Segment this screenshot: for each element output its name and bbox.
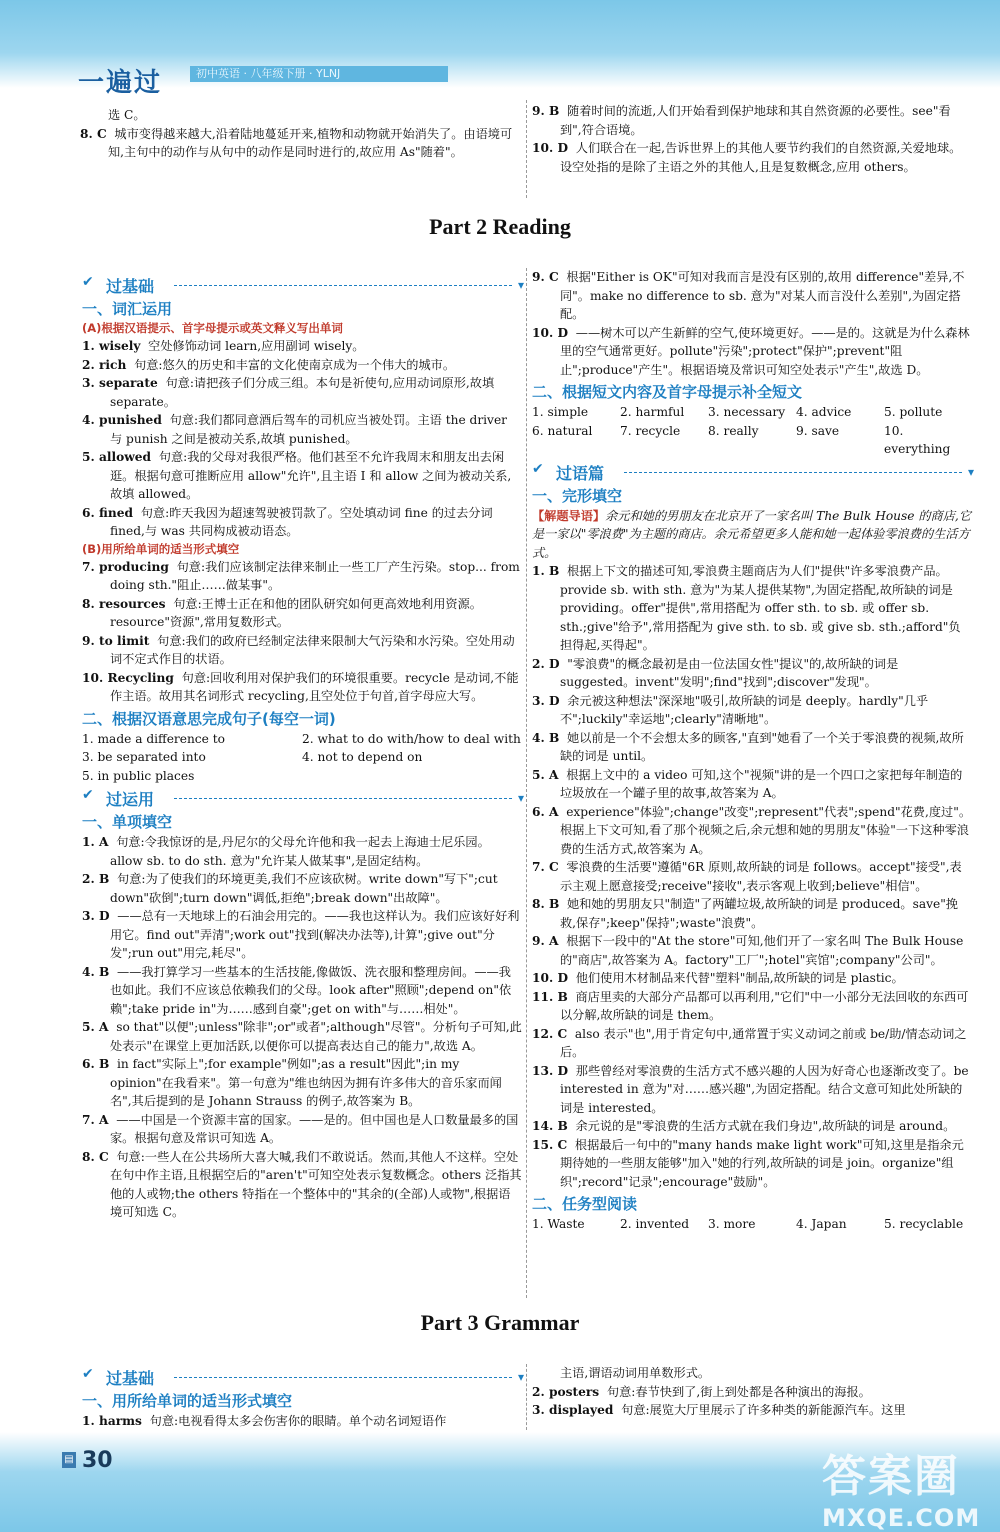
heading-fill-blanks: 一、用所给单词的适当形式填空 — [82, 1392, 293, 1410]
dashed-rule — [174, 285, 512, 286]
sentence-answers — [82, 730, 522, 786]
section-header-application — [82, 787, 522, 809]
heading-short-passage: 二、根据短文内容及首字母提示补全短文 — [532, 383, 803, 401]
section-label: ✔ 过基础 — [82, 1366, 154, 1389]
dashed-rule — [174, 1377, 512, 1378]
answer-item: 2. rich 句意:悠久的历史和丰富的文化使南京成为一个伟大的城市。 — [82, 357, 456, 372]
answer-item: 1. wisely 空处修饰动词 learn,应用副词 wisely。 — [82, 339, 365, 353]
answer-item: 3. D ——总有一天地球上的石油会用完的。——我也这样认为。我们应该好好利用它。find out"弄清";work out"找到(解决办法等),计算";give out"分发";run out"用完,耗尽"。 — [82, 909, 520, 960]
section-header-basics — [82, 1366, 522, 1388]
answer-item: 8. C 句意:一些人在公共场所大喜大喊,我们不敢说话。然而,其他人不这样。空处在句中作主语,且根据空后的"aren't"可知空处表示复数概念。others 泛指其他的人或物;the others 特指在一个整体中的"其余的(全部)人或物",根据语境可知选 C。 — [82, 1149, 522, 1219]
answer-item: 4. punished 句意:我们都同意酒后驾车的司机应当被处罚。主语 the driver 与 punish 之间是被动关系,故填 punished。 — [82, 413, 507, 446]
answer-item: 1. harms 句意:电视看得太多会伤害你的眼睛。单个动名词短语作 — [82, 1414, 447, 1428]
answer-item: 4. not to depend on — [302, 750, 423, 764]
short-passage-answers — [532, 403, 972, 459]
part2-left-column — [82, 272, 522, 1222]
answer-item: 4. advice — [796, 405, 852, 419]
answer-item: 10. D ——树木可以产生新鲜的空气,使环境更好。——是的。这就是为什么森林里的空气通常更好。pollute"污染";protect"保护";prevent"阻止";produce"产生"。根据语境及常识可知空处表示"产生",故选 D。 — [532, 325, 970, 377]
page-icon: ▤ — [62, 1452, 76, 1468]
answer-item: 1. Waste — [532, 1217, 585, 1231]
watermark-cn: 答案圈 — [822, 1451, 960, 1502]
section-label: ✔ 过运用 — [82, 787, 154, 810]
answer-item: 6. natural — [532, 423, 593, 438]
answer-item: 3. more — [708, 1217, 756, 1231]
answer-item: 15. C 根据最后一句中的"many hands make light work"可知,这里是指余元期待她的一些朋友能够"加入"她的行列,故所缺的词是 join。organize"组织";record"记录";encourage"鼓励"。 — [532, 1137, 964, 1189]
answer-item: 7. producing 句意:我们应该制定法律来制止一些工厂产生污染。stop... from doing sth."阻止……做某事"。 — [82, 559, 520, 592]
answer-item: 13. D 那些曾经对零浪费的生活方式不感兴趣的人因为好奇心也逐渐改变了。be interested in 意为"对……感兴趣",为固定搭配。结合文意可知此处所缺的词是 interested。 — [532, 1063, 969, 1115]
answer-item: 2. posters 句意:春节快到了,街上到处都是各种演出的海报。 — [532, 1384, 871, 1399]
answer-item: 5. pollute — [884, 405, 943, 419]
section-label: ✔ 过基础 — [82, 274, 154, 297]
answer-item: 9. to limit 句意:我们的政府已经制定法律来限制大气污染和水污染。空处用动词不定式作目的状语。 — [82, 633, 515, 666]
dashed-rule — [174, 798, 512, 799]
heading-cloze: 一、完形填空 — [532, 486, 623, 505]
answer-item: 2. harmful — [620, 405, 685, 419]
text-line: 主语,谓语动词用单数形式。 — [560, 1366, 711, 1380]
header-subtitle: 初中英语 · 八年级下册 · YLNJ — [190, 66, 448, 82]
answer-item: 1. made a difference to — [82, 731, 225, 746]
answer-item: 3. D 余元被这种想法"深深地"吸引,故所缺的词是 deeply。hardly"几乎不";luckily"幸运地";clearly"清晰地"。 — [532, 693, 929, 726]
answer-item: 1. A 句意:令我惊讶的是,丹尼尔的父母允许他和我一起去上海迪士尼乐园。allow sb. to do sth. 意为"允许某人做某事",是固定结构。 — [82, 835, 490, 868]
answer-item: 1. simple — [532, 405, 589, 419]
answer-item: 7. C 零浪费的生活要"遵循"6R 原则,故所缺的词是 follows。accept"接受",表示主观上愿意接受;receive"接收",表示客观上收到;believe"相信"。 — [532, 860, 962, 893]
answer-item: 5. A 根据上文中的 a video 可知,这个"视频"讲的是一个四口之家把每年制造的垃圾放在一个罐子里的故事,故答案为 A。 — [532, 767, 963, 800]
answer-item: 14. B 余元说的是"零浪费的生活方式就在我们身边",故所缺的词是 around。 — [532, 1119, 956, 1133]
subheading-a: (A)根据汉语提示、首字母提示或英文释义写出单词 — [82, 321, 343, 335]
answer-item: 3. be separated into — [82, 750, 206, 764]
watermark — [822, 1440, 992, 1532]
section-label: ✔ 过语篇 — [532, 461, 604, 484]
answer-item: 5. recyclable — [884, 1217, 964, 1231]
answer-item: 4. B ——我打算学习一些基本的生活技能,像做饭、洗衣服和整理房间。——我也如此。我们不应该总依赖我们的父母。look after"照顾";depend on"依赖";take pride in"为……感到自豪";get on with"与……相处"。 — [82, 964, 512, 1016]
top-right-column — [532, 102, 972, 176]
section-header-passage — [532, 461, 972, 483]
answer-item: 9. B 随着时间的流逝,人们开始看到保护地球和其自然资源的必要性。see"看到",符合语境。 — [532, 104, 951, 137]
answer-item: 3. necessary — [708, 405, 786, 419]
column-divider — [526, 1364, 527, 1430]
answer-item: 9. save — [796, 423, 840, 438]
column-divider — [526, 268, 527, 1298]
guide-text: 【解题导语】余元和她的男朋友在北京开了一家名叫 The Bulk House 的商店,它是一家以"零浪费"为主题的商店。余元希望更多人能和她一起体验零浪费的生活方式。 — [532, 508, 971, 560]
answer-item: 4. Japan — [796, 1217, 847, 1231]
answer-item: 10. everything — [884, 423, 951, 456]
heading-task-reading: 二、任务型阅读 — [532, 1195, 638, 1213]
answer-item: 8. really — [708, 423, 759, 438]
answer-item: 8. B 她和她的男朋友只"制造"了两罐垃圾,故所缺的词是 produced。save"挽救,保存";keep"保持";waste"浪费"。 — [532, 897, 958, 930]
answer-item: 6. B in fact"实际上";for example"例如";as a result"因此";in my opinion"在我看来"。第一句意为"维也纳因为拥有许多伟大的音乐家而闻名",其后提到的是 Johann Strauss 的例子,故答案为 B。 — [82, 1057, 502, 1108]
answer-item: 5. in public places — [82, 768, 195, 783]
answer-item: 10. D 人们联合在一起,告诉世界上的其他人要节约我们的自然资源,关爱地球。设空处指的是除了主语之外的其他人,且是复数概念,应用 others。 — [532, 141, 962, 174]
answer-item: 8. resources 句意:王博士正在和他的团队研究如何更高效地利用资源。resource"资源",常用复数形式。 — [82, 596, 482, 629]
answer-item: 4. B 她以前是一个不会想太多的顾客,"直到"她看了一个关于零浪费的视频,故所缺的词是 until。 — [532, 730, 964, 763]
section-header-basics — [82, 274, 522, 296]
answer-item: 2. invented — [620, 1217, 690, 1231]
heading-vocabulary: 一、词汇运用 — [82, 300, 173, 318]
part-2-title: Part 2 Reading — [429, 214, 571, 239]
answer-item: 10. D 他们使用木材制品来代替"塑料"制品,故所缺的词是 plastic。 — [532, 971, 904, 985]
part-3-title: Part 3 Grammar — [420, 1310, 580, 1335]
heading-complete-sentences: 二、根据汉语意思完成句子(每空一词) — [82, 709, 336, 728]
answer-item: 6. A experience"体验";change"改变";represent"代表";spend"花费,度过"。根据上下文可知,看了那个视频之后,余元想和她的男朋友"体验"一下这种零浪费的生活方式,故答案为 A。 — [532, 804, 972, 856]
brand-logo: 一遍过 — [78, 68, 163, 98]
answer-item: 12. C also 表示"也",用于肯定句中,通常置于实义动词之前或 be/助/情态动词之后。 — [532, 1026, 967, 1059]
watermark-en: MXQE.COM — [822, 1504, 981, 1532]
answer-item: 6. fined 句意:昨天我因为超速驾驶被罚款了。空处填动词 fine 的过去分词 fined,与 was 共同构成被动语态。 — [82, 505, 493, 538]
answer-item: 10. Recycling 句意:回收利用对保护我们的环境很重要。recycle 是动词,不能作主语。故用其名词形式 recycling,且空处位于句首,首字母应大写。 — [82, 670, 519, 703]
answer-item: 7. A ——中国是一个资源丰富的国家。——是的。但中国也是人口数量最多的国家。根据句意及常识可知选 A。 — [82, 1112, 519, 1145]
answer-item: 5. allowed 句意:我的父母对我很严格。他们甚至不允许我周末和朋友出去闲逛。根据句意可推断应用 allow"允许",且主语 I 和 allow 之间为被动关系,故填 allowed。 — [82, 450, 512, 501]
heading-single-choice: 一、单项填空 — [82, 813, 173, 831]
answer-item: 3. displayed 句意:展览大厅里展示了许多种类的新能源汽车。这里 — [532, 1403, 906, 1417]
part2-right-column — [532, 268, 972, 1234]
answer-item: 2. B 句意:为了使我们的环境更美,我们不应该砍树。write down"写下";cut down"砍倒";turn down"调低,拒绝";break down"出故障"。 — [82, 872, 498, 905]
answer-item: 2. what to do with/how to deal with — [302, 731, 521, 746]
dashed-rule — [624, 472, 962, 473]
answer-item: 1. B 根据上下文的描述可知,零浪费主题商店为人们"提供"许多零浪费产品。provide sb. with sth. 意为"为某人提供某物",为固定搭配,故所缺的词是 providing。offer"提供",常用搭配为 offer sth. to sb. 或 offer sb. sth.;give"给予",常用搭配为 give sth. to sb. 或 give sb. sth.;afford"负担得起,买得起"。 — [532, 564, 961, 652]
page-number: 30 — [82, 1448, 113, 1473]
column-divider — [526, 100, 527, 198]
answer-item: 5. A so that"以便";unless"除非";or"或者";although"尽管"。分析句子可知,此处表示"在课堂上更加活跃,以便你可以提高表达自己的能力",故选 A。 — [82, 1020, 522, 1053]
answer-item: 7. recycle — [620, 423, 681, 438]
answer-item: 9. A 根据下一段中的"At the store"可知,他们开了一家名叫 The Bulk House 的"商店",故答案为 A。factory"工厂";hotel"宾馆";company"公司"。 — [532, 934, 964, 967]
task-reading-answers — [532, 1215, 972, 1234]
part3-right-column — [532, 1364, 972, 1420]
answer-item: 3. separate 句意:请把孩子们分成三组。本句是祈使句,应用动词原形,故填 separate。 — [82, 376, 495, 409]
part3-left-column — [82, 1364, 522, 1431]
answer-item: 9. C 根据"Either is OK"可知对我而言是没有区别的,故用 difference"差异,不同"。make no difference to sb. 意为"对某人而言没什么差别",为固定搭配。 — [532, 270, 965, 321]
answer-item: 11. B 商店里卖的大部分产品都可以再利用,"它们"中一小部分无法回收的东西可以分解,故所缺的词是 them。 — [532, 989, 969, 1022]
subheading-b: (B)用所给单词的适当形式填空 — [82, 541, 240, 556]
text-line: 选 C。 — [108, 108, 146, 122]
top-left-column — [80, 106, 520, 162]
answer-item: 8. C 城市变得越来越大,沿着陆地蔓延开来,植物和动物就开始消失了。由语境可知,主句中的动作与从句中的动作是同时进行的,故应用 As"随着"。 — [80, 126, 513, 159]
answer-item: 2. D "零浪费"的概念最初是由一位法国女性"提议"的,故所缺的词是 suggested。invent"发明";find"找到";discover"发现"。 — [532, 656, 899, 689]
